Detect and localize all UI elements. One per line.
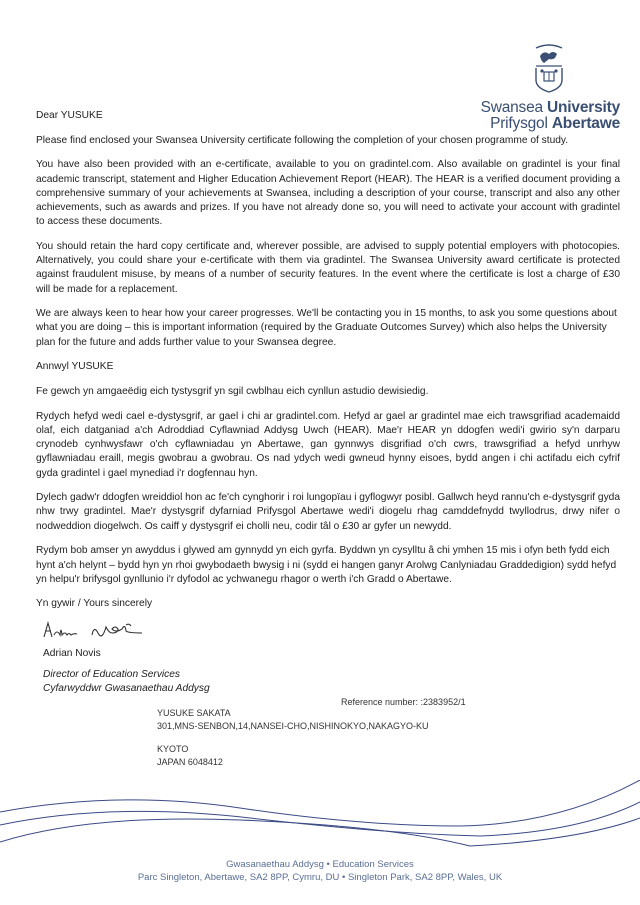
paragraph-en-3: You should retain the hard copy certificate and, wherever possible, are advised to supply potential employers with photocopies. Alternatively, you could share your e-certificate with them via gradintel. The Swansea University award certificate is protected against fraudulent misuse, by means of a number of security features. In the event where the certificate is lost a charge of £30 will be made for a replacement. — [36, 240, 620, 295]
paragraph-cy-1: Fe gewch yn amgaeëdig eich tystysgrif yn sgil cwblhau eich cynllun astudio dewisiedig. — [36, 386, 429, 398]
paragraph-cy-3: Dylech gadw'r ddogfen wreiddiol hon ac fe'ch cynghorir i roi lungopïau i gyflogwyr posibl. Gallwch heyd rannu'ch e-dystysgrif gyda nhw trwy gradintel. Mae'r dystysgrif dyfarniad Prifysgol Abertawe wedi'i diogelu rhag camddefnydd twyllodrus, drwy nifer o nodweddion diogelwch. Os caiff y dystysgrif ei cholli neu, codir tâl o £30 ar gyfer un newydd. — [36, 492, 621, 532]
reference-number: Reference number: :2383952/1 — [341, 697, 466, 707]
university-name-welsh: Prifysgol Abertawe — [490, 115, 620, 132]
salutation-welsh: Annwyl YUSUKE — [36, 361, 114, 373]
paragraph-cy-2: Rydych hefyd wedi cael e-dystysgrif, ar gael i chi ar gradintel.com. Hefyd ar gael ar gradintel mae eich trawsgrifiad academaidd olaf, eich datganiad a'ch Adroddiad Cyflawniad Addysg Uwch (HEAR). Mae'r HEAR yn ddogfen wedi'i gwirio sy'n darparu crynodeb cynhwysfawr o'ch cyflawniadau yn Abertawe, gan gynnwys disgrifiad o'ch cwrs, trawsgrifiad a hefyd unrhyw gyflawniadau eraill, megis gwobrau a gwobrau. Os nad ydych wedi gwneud hynny eisoes, bydd angen i chi actifadu eich cyfrif gyda gradintel i gael mynediad i'r dogfennau hyn. — [36, 410, 620, 479]
closing: Yn gywir / Yours sincerely — [36, 598, 153, 610]
paragraph-en-4: We are always keen to hear how your career progresses. We'll be contacting you in 15 months, to ask you some questions about what you are doing – this is important information (required by the Graduate Outcomes Survey) which also helps the University plan for the future and adds further value to your Swansea degree. — [36, 308, 617, 348]
salutation-english: Dear YUSUKE — [36, 110, 103, 121]
signer-block — [43, 647, 210, 696]
footer-address: Parc Singleton, Abertawe, SA2 8PP, Cymru, DU • Singleton Park, SA2 8PP, Wales, UK — [137, 872, 503, 883]
university-name-english: Swansea University — [480, 99, 620, 116]
signer-title-english: Director of Education Services — [43, 669, 181, 680]
decorative-wave-lines-icon — [0, 780, 640, 870]
paragraph-en-1: Please find enclosed your Swansea University certificate following the completion of your chosen programme of study. — [36, 134, 569, 146]
university-crest-icon — [532, 42, 566, 94]
footer-department: Gwasanaethau Addysg • Education Services — [226, 859, 414, 870]
recipient-address — [157, 707, 429, 768]
letter-body — [36, 109, 620, 622]
address-line-1: 301,MNS-SENBON,14,NANSEI-CHO,NISHINOKYO,NAKAGYO-KU — [157, 720, 429, 731]
paragraph-en-2: You have also been provided with an e-certificate, available to you on gradintel.com. Also available on gradintel is your final academic transcript, statement and Higher Education Achievement Report (HEAR). The HEAR is a verified document providing a comprehensive summary of your achievements at Swansea, including a description of your course, transcript and also any other achievements, such as awards and prizes. If you have not already done so, you will need to activate your account with gradintel to access these documents. — [36, 159, 620, 228]
paragraph-cy-4: Rydym bob amser yn awyddus i glywed am gynnydd yn eich gyrfa. Byddwn yn cysylltu â chi ymhen 15 mis i ofyn beth fydd eich hynt a'ch helynt – bydd hyn yn rhoi gwybodaeth bwysig i ni (sydd ei hangen ganyr Arolwg Canlyniadau Graddedigion) sydd hefyd yn helpu'r brifysgol gynllunio i'r dyfodol ac ychwanegu rhagor o werth i'ch Gradd o Abertawe. — [36, 545, 617, 585]
recipient-name: YUSUKE SAKATA — [157, 708, 231, 718]
signer-name: Adrian Novis — [43, 648, 101, 659]
address-city: KYOTO — [157, 744, 189, 755]
handwritten-signature-icon — [40, 617, 200, 641]
signer-title-welsh: Cyfarwyddwr Gwasanaethau Addysg — [43, 683, 210, 694]
address-country-postcode: JAPAN 6048412 — [157, 756, 223, 767]
footer — [0, 858, 640, 884]
